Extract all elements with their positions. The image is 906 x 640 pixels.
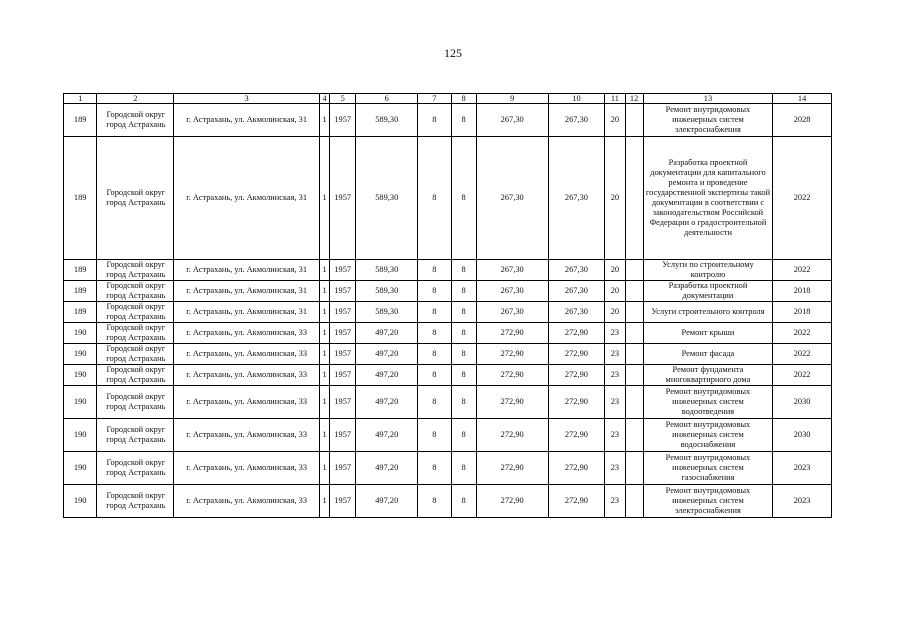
- c7-cell: 8: [418, 485, 451, 518]
- c7-cell: 8: [418, 302, 451, 323]
- area-10-cell: 272,90: [548, 452, 605, 485]
- year-built-cell: 1957: [330, 104, 356, 137]
- c7-cell: 8: [418, 452, 451, 485]
- total-area-cell: 497,20: [356, 419, 418, 452]
- area-10-cell: 267,30: [548, 260, 605, 281]
- municipality-cell: Городской округ город Астрахань: [97, 281, 174, 302]
- area-9-cell: 272,90: [476, 419, 548, 452]
- address-cell: г. Астрахань, ул. Акмолинская, 33: [174, 386, 320, 419]
- table-row: [64, 137, 832, 260]
- municipality-cell: Городской округ город Астрахань: [97, 323, 174, 344]
- area-10-cell: 272,90: [548, 419, 605, 452]
- c8-cell: 8: [451, 302, 476, 323]
- column-number: 14: [773, 94, 832, 104]
- c11-cell: 20: [605, 137, 625, 260]
- column-number-row: [64, 94, 832, 104]
- area-9-cell: 272,90: [476, 365, 548, 386]
- work-type-cell: Ремонт крыши: [643, 323, 773, 344]
- planned-year-cell: 2023: [773, 485, 832, 518]
- planned-year-cell: 2023: [773, 452, 832, 485]
- municipality-cell: Городской округ город Астрахань: [97, 419, 174, 452]
- c7-cell: 8: [418, 323, 451, 344]
- row-number-cell: 190: [64, 365, 97, 386]
- planned-year-cell: 2022: [773, 344, 832, 365]
- municipality-cell: Городской округ город Астрахань: [97, 104, 174, 137]
- municipality-cell: Городской округ город Астрахань: [97, 485, 174, 518]
- area-9-cell: 272,90: [476, 386, 548, 419]
- page-number: 125: [444, 46, 462, 60]
- area-10-cell: 267,30: [548, 104, 605, 137]
- address-cell: г. Астрахань, ул. Акмолинская, 33: [174, 419, 320, 452]
- total-area-cell: 589,30: [356, 281, 418, 302]
- address-cell: г. Астрахань, ул. Акмолинская, 33: [174, 452, 320, 485]
- c12-cell: [625, 104, 643, 137]
- work-type-cell: Услуги по строительному контролю: [643, 260, 773, 281]
- row-number-cell: 190: [64, 485, 97, 518]
- c4-cell: 1: [319, 137, 329, 260]
- address-cell: г. Астрахань, ул. Акмолинская, 33: [174, 323, 320, 344]
- area-9-cell: 272,90: [476, 344, 548, 365]
- municipality-cell: Городской округ город Астрахань: [97, 344, 174, 365]
- area-10-cell: 272,90: [548, 386, 605, 419]
- address-cell: г. Астрахань, ул. Акмолинская, 31: [174, 137, 320, 260]
- c11-cell: 23: [605, 419, 625, 452]
- work-type-cell: Разработка проектной документации: [643, 281, 773, 302]
- column-number: 12: [625, 94, 643, 104]
- address-cell: г. Астрахань, ул. Акмолинская, 33: [174, 344, 320, 365]
- address-cell: г. Астрахань, ул. Акмолинская, 33: [174, 365, 320, 386]
- row-number-cell: 189: [64, 302, 97, 323]
- planned-year-cell: 2022: [773, 260, 832, 281]
- address-cell: г. Астрахань, ул. Акмолинская, 31: [174, 302, 320, 323]
- c12-cell: [625, 419, 643, 452]
- c12-cell: [625, 323, 643, 344]
- area-9-cell: 272,90: [476, 452, 548, 485]
- column-number: 2: [97, 94, 174, 104]
- area-9-cell: 267,30: [476, 302, 548, 323]
- c7-cell: 8: [418, 281, 451, 302]
- c8-cell: 8: [451, 137, 476, 260]
- c11-cell: 20: [605, 260, 625, 281]
- row-number-cell: 189: [64, 137, 97, 260]
- c7-cell: 8: [418, 419, 451, 452]
- year-built-cell: 1957: [330, 365, 356, 386]
- row-number-cell: 189: [64, 281, 97, 302]
- planned-year-cell: 2028: [773, 104, 832, 137]
- table-row: [64, 419, 832, 452]
- column-number: 5: [330, 94, 356, 104]
- c7-cell: 8: [418, 104, 451, 137]
- c4-cell: 1: [319, 452, 329, 485]
- total-area-cell: 497,20: [356, 365, 418, 386]
- c8-cell: 8: [451, 323, 476, 344]
- c8-cell: 8: [451, 365, 476, 386]
- area-9-cell: 267,30: [476, 104, 548, 137]
- total-area-cell: 497,20: [356, 323, 418, 344]
- area-9-cell: 267,30: [476, 281, 548, 302]
- address-cell: г. Астрахань, ул. Акмолинская, 31: [174, 104, 320, 137]
- area-10-cell: 267,30: [548, 281, 605, 302]
- area-10-cell: 272,90: [548, 365, 605, 386]
- c12-cell: [625, 452, 643, 485]
- c11-cell: 23: [605, 386, 625, 419]
- column-number: 1: [64, 94, 97, 104]
- row-number-cell: 189: [64, 104, 97, 137]
- planned-year-cell: 2030: [773, 386, 832, 419]
- c7-cell: 8: [418, 386, 451, 419]
- c4-cell: 1: [319, 260, 329, 281]
- table-row: [64, 386, 832, 419]
- table-row: [64, 302, 832, 323]
- c4-cell: 1: [319, 104, 329, 137]
- c8-cell: 8: [451, 104, 476, 137]
- column-number: 3: [174, 94, 320, 104]
- c11-cell: 23: [605, 485, 625, 518]
- area-10-cell: 272,90: [548, 323, 605, 344]
- column-number: 4: [319, 94, 329, 104]
- c4-cell: 1: [319, 344, 329, 365]
- municipality-cell: Городской округ город Астрахань: [97, 386, 174, 419]
- c4-cell: 1: [319, 365, 329, 386]
- address-cell: г. Астрахань, ул. Акмолинская, 31: [174, 260, 320, 281]
- total-area-cell: 589,30: [356, 260, 418, 281]
- year-built-cell: 1957: [330, 485, 356, 518]
- year-built-cell: 1957: [330, 344, 356, 365]
- column-number: 9: [476, 94, 548, 104]
- column-number: 7: [418, 94, 451, 104]
- c12-cell: [625, 281, 643, 302]
- row-number-cell: 190: [64, 386, 97, 419]
- c4-cell: 1: [319, 281, 329, 302]
- planned-year-cell: 2030: [773, 419, 832, 452]
- c11-cell: 20: [605, 281, 625, 302]
- c11-cell: 20: [605, 302, 625, 323]
- c4-cell: 1: [319, 323, 329, 344]
- c7-cell: 8: [418, 260, 451, 281]
- c11-cell: 23: [605, 365, 625, 386]
- area-10-cell: 267,30: [548, 137, 605, 260]
- planned-year-cell: 2022: [773, 365, 832, 386]
- work-type-cell: Ремонт внутридомовых инженерных систем электроснабжения: [643, 104, 773, 137]
- planned-year-cell: 2018: [773, 281, 832, 302]
- work-type-cell: Ремонт фундамента многоквартирного дома: [643, 365, 773, 386]
- row-number-cell: 190: [64, 452, 97, 485]
- table-row: [64, 485, 832, 518]
- area-9-cell: 267,30: [476, 137, 548, 260]
- column-number: 13: [643, 94, 773, 104]
- c11-cell: 23: [605, 323, 625, 344]
- column-number: 6: [356, 94, 418, 104]
- municipality-cell: Городской округ город Астрахань: [97, 365, 174, 386]
- area-9-cell: 272,90: [476, 323, 548, 344]
- table-row: [64, 323, 832, 344]
- area-9-cell: 267,30: [476, 260, 548, 281]
- c8-cell: 8: [451, 419, 476, 452]
- total-area-cell: 589,30: [356, 137, 418, 260]
- total-area-cell: 589,30: [356, 104, 418, 137]
- row-number-cell: 190: [64, 323, 97, 344]
- work-type-cell: Ремонт фасада: [643, 344, 773, 365]
- municipality-cell: Городской округ город Астрахань: [97, 137, 174, 260]
- total-area-cell: 497,20: [356, 452, 418, 485]
- c7-cell: 8: [418, 344, 451, 365]
- work-type-cell: Ремонт внутридомовых инженерных систем водоснабжения: [643, 419, 773, 452]
- total-area-cell: 497,20: [356, 386, 418, 419]
- c12-cell: [625, 485, 643, 518]
- municipality-cell: Городской округ город Астрахань: [97, 260, 174, 281]
- work-type-cell: Услуги строительного контроля: [643, 302, 773, 323]
- row-number-cell: 190: [64, 419, 97, 452]
- c8-cell: 8: [451, 485, 476, 518]
- year-built-cell: 1957: [330, 419, 356, 452]
- c4-cell: 1: [319, 419, 329, 452]
- c12-cell: [625, 260, 643, 281]
- table-row: [64, 452, 832, 485]
- year-built-cell: 1957: [330, 281, 356, 302]
- c8-cell: 8: [451, 452, 476, 485]
- planned-year-cell: 2018: [773, 302, 832, 323]
- table-row: [64, 344, 832, 365]
- municipality-cell: Городской округ город Астрахань: [97, 302, 174, 323]
- year-built-cell: 1957: [330, 452, 356, 485]
- c12-cell: [625, 302, 643, 323]
- address-cell: г. Астрахань, ул. Акмолинская, 33: [174, 485, 320, 518]
- table-row: [64, 104, 832, 137]
- area-10-cell: 267,30: [548, 302, 605, 323]
- row-number-cell: 189: [64, 260, 97, 281]
- c7-cell: 8: [418, 365, 451, 386]
- c7-cell: 8: [418, 137, 451, 260]
- year-built-cell: 1957: [330, 260, 356, 281]
- c12-cell: [625, 137, 643, 260]
- c12-cell: [625, 386, 643, 419]
- table-row: [64, 281, 832, 302]
- row-number-cell: 190: [64, 344, 97, 365]
- register-table: [63, 93, 832, 518]
- area-10-cell: 272,90: [548, 485, 605, 518]
- c4-cell: 1: [319, 386, 329, 419]
- table-row: [64, 260, 832, 281]
- planned-year-cell: 2022: [773, 137, 832, 260]
- address-cell: г. Астрахань, ул. Акмолинская, 31: [174, 281, 320, 302]
- year-built-cell: 1957: [330, 386, 356, 419]
- year-built-cell: 1957: [330, 302, 356, 323]
- column-number: 11: [605, 94, 625, 104]
- c11-cell: 20: [605, 104, 625, 137]
- total-area-cell: 497,20: [356, 485, 418, 518]
- planned-year-cell: 2022: [773, 323, 832, 344]
- table-row: [64, 365, 832, 386]
- area-9-cell: 272,90: [476, 485, 548, 518]
- column-number: 10: [548, 94, 605, 104]
- c8-cell: 8: [451, 260, 476, 281]
- year-built-cell: 1957: [330, 323, 356, 344]
- area-10-cell: 272,90: [548, 344, 605, 365]
- c4-cell: 1: [319, 302, 329, 323]
- c8-cell: 8: [451, 281, 476, 302]
- work-type-cell: Разработка проектной документации для капитального ремонта и проведение государственной экспертизы такой документации в соответствии с законодательством Российской Федерации о градостроительной деятельности: [643, 137, 773, 260]
- work-type-cell: Ремонт внутридомовых инженерных систем газоснабжения: [643, 452, 773, 485]
- total-area-cell: 589,30: [356, 302, 418, 323]
- c12-cell: [625, 344, 643, 365]
- c11-cell: 23: [605, 452, 625, 485]
- c11-cell: 23: [605, 344, 625, 365]
- c8-cell: 8: [451, 386, 476, 419]
- c4-cell: 1: [319, 485, 329, 518]
- c12-cell: [625, 365, 643, 386]
- total-area-cell: 497,20: [356, 344, 418, 365]
- year-built-cell: 1957: [330, 137, 356, 260]
- column-number: 8: [451, 94, 476, 104]
- work-type-cell: Ремонт внутридомовых инженерных систем водоотведения: [643, 386, 773, 419]
- municipality-cell: Городской округ город Астрахань: [97, 452, 174, 485]
- c8-cell: 8: [451, 344, 476, 365]
- work-type-cell: Ремонт внутридомовых инженерных систем электроснабжения: [643, 485, 773, 518]
